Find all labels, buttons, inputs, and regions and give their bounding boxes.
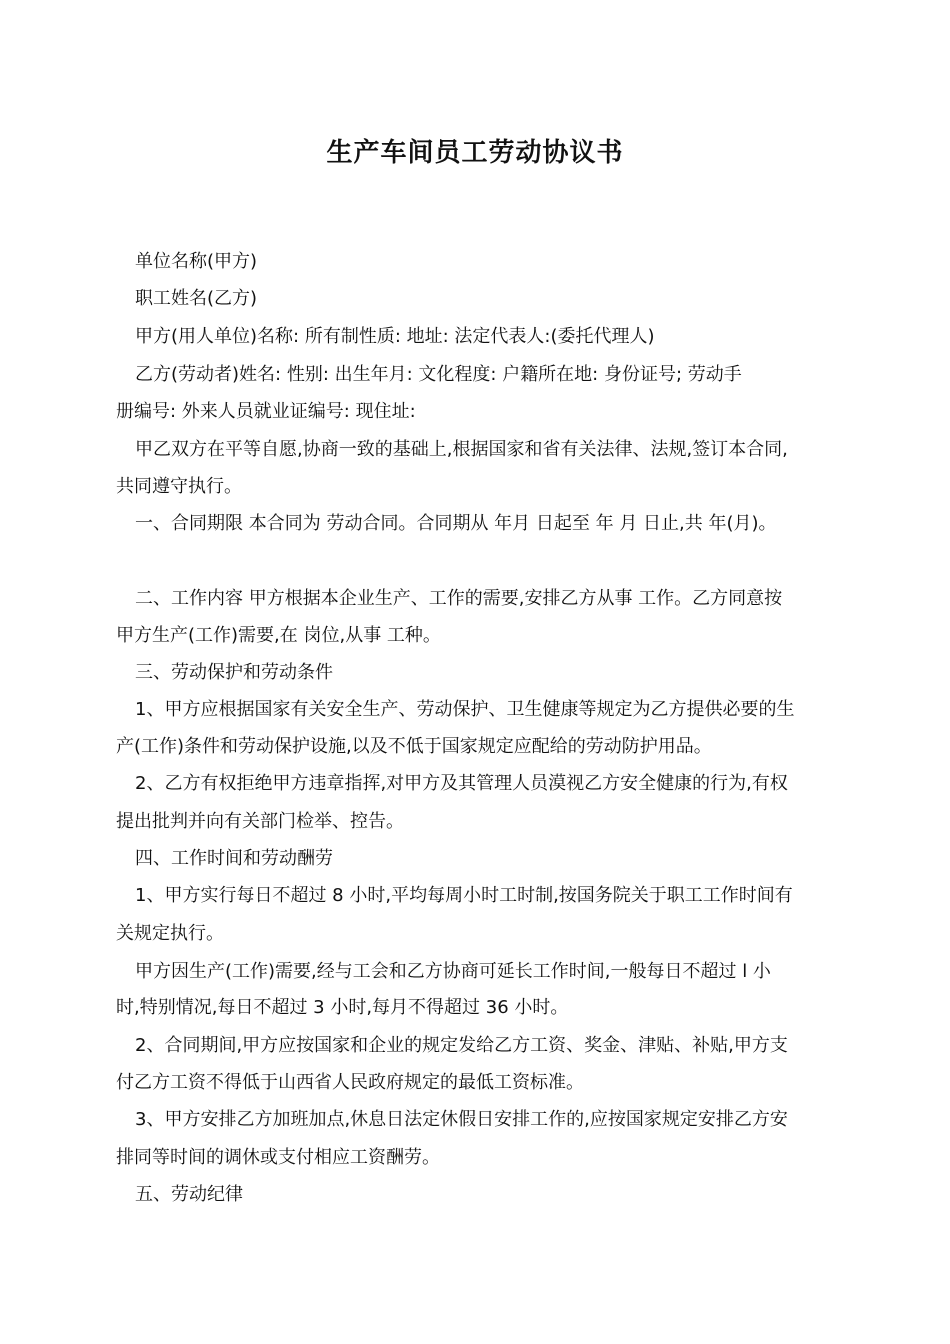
preamble-line-1: 甲乙双方在平等自愿,协商一致的基础上,根据国家和省有关法律、法规,签订本合同, — [135, 439, 788, 460]
section-4-heading: 四、工作时间和劳动酬劳 — [135, 848, 333, 869]
section-4-item-3-line-1: 3、甲方安排乙方加班加点,休息日法定休假日安排工作的,应按国家规定安排乙方安 — [135, 1109, 788, 1130]
section-4-item-3-line-2: 排同等时间的调休或支付相应工资酬劳。 — [116, 1147, 440, 1168]
section-3-item-1-line-2: 产(工作)条件和劳动保护设施,以及不低于国家规定应配给的劳动防护用品。 — [116, 736, 712, 757]
section-5-heading: 五、劳动纪律 — [135, 1184, 243, 1205]
section-3-item-2-line-2: 提出批判并向有关部门检举、控告。 — [116, 811, 404, 832]
section-4-item-2-line-1: 2、合同期间,甲方应按国家和企业的规定发给乙方工资、奖金、津贴、补贴,甲方支 — [135, 1035, 788, 1056]
section-4-item-2-line-2: 付乙方工资不得低于山西省人民政府规定的最低工资标准。 — [116, 1072, 584, 1093]
section-2-line-2: 甲方生产(工作)需要,在 岗位,从事 工种。 — [116, 625, 441, 646]
section-4-item-1-line-1: 1、甲方实行每日不超过 8 小时,平均每周小时工时制,按国务院关于职工工作时间有 — [135, 885, 793, 906]
section-2-line-1: 二、工作内容 甲方根据本企业生产、工作的需要,安排乙方从事 工作。乙方同意按 — [135, 588, 783, 609]
section-3-heading: 三、劳动保护和劳动条件 — [135, 662, 333, 683]
overtime-paragraph-line-2: 时,特别情况,每日不超过 3 小时,每月不得超过 36 小时。 — [116, 997, 569, 1018]
party-b-details-line-2: 册编号: 外来人员就业证编号: 现住址: — [116, 401, 416, 422]
section-4-item-1-line-2: 关规定执行。 — [116, 923, 224, 944]
section-1-contract-term: 一、合同期限 本合同为 劳动合同。合同期从 年月 日起至 年 月 日止,共 年(月)。 — [135, 513, 777, 534]
document-title: 生产车间员工劳动协议书 — [326, 138, 624, 168]
preamble-line-2: 共同遵守执行。 — [116, 476, 242, 497]
party-a-unit-name: 单位名称(甲方) — [135, 251, 258, 272]
party-a-details: 甲方(用人单位)名称: 所有制性质: 地址: 法定代表人:(委托代理人) — [135, 326, 655, 347]
overtime-paragraph-line-1: 甲方因生产(工作)需要,经与工会和乙方协商可延长工作时间,一般每日不超过 l 小 — [135, 961, 771, 982]
party-b-details-line-1: 乙方(劳动者)姓名: 性别: 出生年月: 文化程度: 户籍所在地: 身份证号; 劳动手 — [135, 364, 742, 385]
section-3-item-1-line-1: 1、甲方应根据国家有关安全生产、劳动保护、卫生健康等规定为乙方提供必要的生 — [135, 699, 795, 720]
section-3-item-2-line-1: 2、乙方有权拒绝甲方违章指挥,对甲方及其管理人员漠视乙方安全健康的行为,有权 — [135, 773, 788, 794]
party-b-employee-name: 职工姓名(乙方) — [135, 288, 258, 309]
